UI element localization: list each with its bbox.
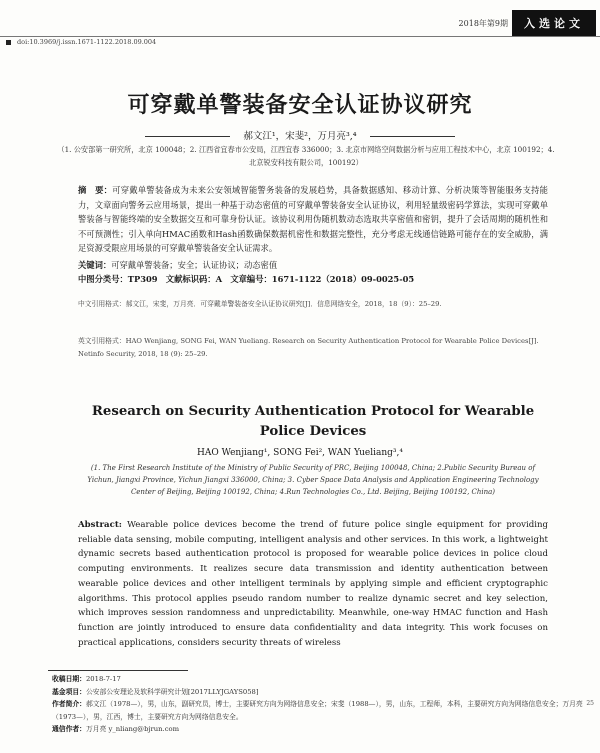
section-label: 入选论文 bbox=[512, 10, 596, 36]
footnote-received bbox=[52, 673, 597, 686]
keywords-cn-label: 关键词： bbox=[78, 260, 112, 270]
journal-issue: 2018年第9期 bbox=[458, 19, 508, 28]
footnote-text: 2018-7-17 bbox=[85, 675, 121, 683]
affiliations-cn: （1. 公安部第一研究所，北京 100048；2. 江西省宜春市公安局，江西宜春 336000；3. 北京市网络空间数据分析与应用工程技术中心，北京 100192；4. 北京锐安科技有限公司，100192） bbox=[57, 145, 555, 167]
affiliations-en: (1. The First Research Institute of the Ministry of Public Security of PRC, Beijing 100048, China; 2.Public Security Bureau of Yichun, Jiangxi Province, Yichun Jiangxi 336000, China; 3. Cyber Space Data Analysis and Application Engineering Technology Center of Beijing, Beijing 100192, China; 4.Run Technologies Co., Ltd. Beijing, Beijing 100192, China) bbox=[87, 464, 539, 496]
keywords-cn-text: 可穿戴单警装备；安全；认证协议；动态密值 bbox=[111, 260, 278, 270]
citation-cn-text: 郝文江，宋斐，万月亮．可穿戴单警装备安全认证协议研究[J]．信息网络安全，2018，18（9）：25–29. bbox=[125, 300, 442, 308]
citation-en-text: HAO Wenjiang, SONG Fei, WAN Yueliang. Research on Security Authentication Protocol for Wearable Police Devices[J]. Netinfo Security, 2018, 18 (9): 25–29. bbox=[78, 337, 539, 358]
footnote-text: 公安部公安理论及软科学研究计划[2017LLYJGAYS058] bbox=[85, 687, 259, 696]
citation-cn bbox=[78, 298, 548, 311]
citation-en bbox=[78, 335, 548, 360]
square-bullet-icon bbox=[6, 40, 11, 45]
footnote-text: 万月亮 y_nliang@bjrun.com bbox=[85, 725, 180, 733]
footnotes bbox=[52, 673, 597, 736]
doi-text: doi:10.3969/j.issn.1671-1122.2018.09.004 bbox=[17, 38, 157, 46]
footnote-label: 基金项目： bbox=[52, 687, 86, 696]
right-rule bbox=[370, 136, 455, 137]
paper-title-en: Research on Security Authentication Protocol for Wearable Police Devices bbox=[91, 404, 535, 439]
citation-en-label: 英文引用格式： bbox=[78, 337, 126, 345]
footnote-text: 郝文江（1978—），男，山东，副研究员，博士，主要研究方向为网络信息安全；宋斐（1988—），男，山东，工程师，本科，主要研究方向为网络信息安全；万月亮（1973—），男，江西，博士，主要研究方向为网络信息安全。 bbox=[52, 700, 583, 721]
footnote-funding bbox=[52, 686, 597, 699]
header-divider bbox=[0, 36, 600, 37]
footnote-label: 作者简介： bbox=[52, 700, 86, 708]
doi-line bbox=[6, 38, 156, 46]
page-number: 25 bbox=[586, 700, 594, 707]
footnote-authors bbox=[52, 698, 597, 723]
citation-cn-label: 中文引用格式： bbox=[78, 300, 126, 308]
footnote-divider bbox=[48, 670, 188, 671]
abstract-en-text: Wearable police devices become the trend of future police single equipment for providing reliable data sensing, mobile computing, intelligent analysis and other services. In this work, a lightweight dynamic secrets based authentication protocol is proposed for wearable police devices in police cloud computing environments. It realizes secure data transmission and identity authentication between wearable police devices and other intelligent terminals by applying simple and efficient cryptographic algorithms. This protocol applies pseudo random number to realize dynamic secret and key selection, which improves session randomness and unpredictability. Meanwhile, one-way HMAC function and Hash function are jointly introduced to ensure data confidentiality and data integrity. This work focuses on practical applications, considers security threats of wireless bbox=[78, 520, 549, 648]
footnote-label: 通信作者： bbox=[52, 725, 86, 733]
authors-cn: 郝文江¹，宋斐²，万月亮³,⁴ bbox=[243, 131, 357, 142]
abstract-cn-label: 摘 要： bbox=[78, 185, 113, 195]
abstract-cn-text: 可穿戴单警装备成为未来公安领域智能警务装备的发展趋势，具备数据感知、移动计算、分析决策等智能服务支持能力，文章面向警务云应用场景，提出一种基于动态密值的可穿戴单警装备安全认证协议，利用轻量级密码学算法，实现可穿戴单警装备与智能终端的安全数据交互和可靠身份认证。该协议利用伪随机数动态选取共享密值和密钥，提升了会话周期的随机性和不可预测性；引入单向HMAC函数和Hash函数确保数据机密性和数据完整性，充分考虑无线通信链路可能存在的安全威胁，满足资源受限应用场景的可穿戴单警装备安全认证需求。 bbox=[78, 185, 548, 253]
abstract-en-label: Abstract: bbox=[78, 520, 122, 530]
footnote-correspondence bbox=[52, 723, 597, 736]
abstract-cn bbox=[78, 183, 548, 256]
footnote-label: 收稿日期： bbox=[52, 675, 86, 683]
abstract-en bbox=[78, 518, 548, 650]
classification-cn: 中图分类号：TP309 文献标识码：A 文章编号：1671-1122（2018）09-0025-05 bbox=[78, 274, 415, 284]
authors-cn-row bbox=[0, 128, 600, 142]
paper-title-cn: 可穿戴单警装备安全认证协议研究 bbox=[127, 92, 473, 118]
left-rule bbox=[145, 136, 230, 137]
authors-en: HAO Wenjiang¹, SONG Fei², WAN Yueliang³,⁴ bbox=[197, 448, 403, 458]
keywords-cn bbox=[78, 258, 548, 273]
